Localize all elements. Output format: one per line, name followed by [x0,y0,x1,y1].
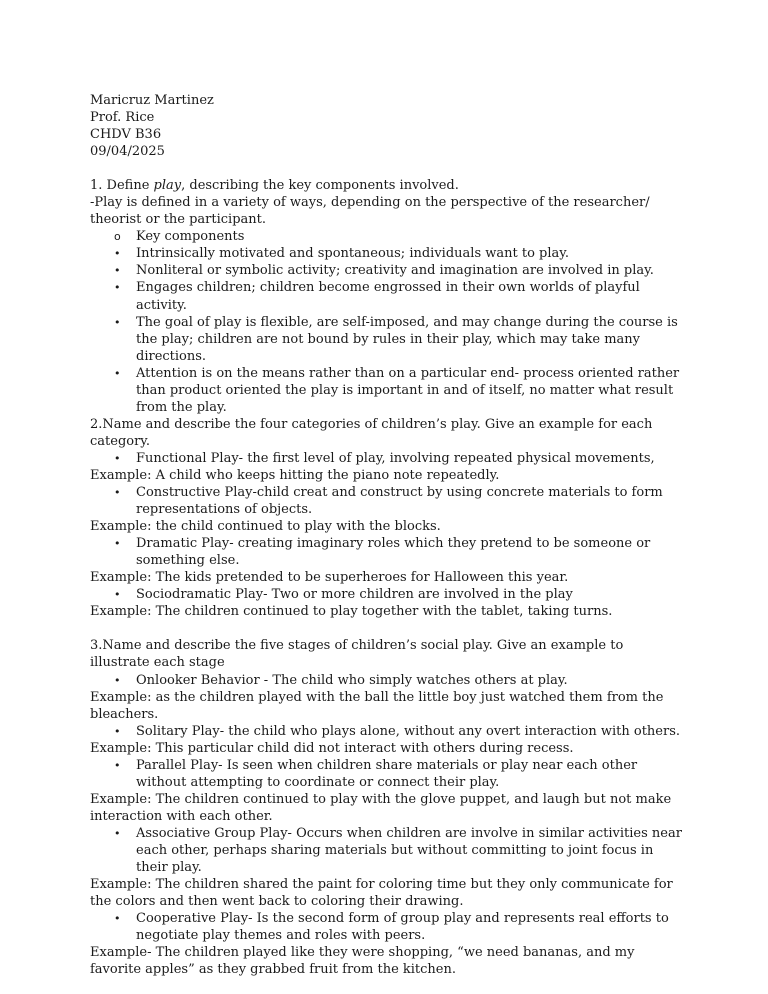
bullet-icon: • [114,673,121,687]
example-text: Example: The children shared the paint for coloring time but they only communicate for the colors and then went back to coloring their drawing. [90,877,677,910]
q1-prompt-italic: play [153,178,182,194]
bullet-icon: • [114,366,121,380]
professor-name: Prof. Rice [90,110,155,126]
q1-prompt: 1. Define play, describing the key components involved. [90,178,459,194]
q1-sub-heading: o Key components [114,229,245,245]
bullet-icon: • [114,724,121,738]
q3-bullet-item: • Onlooker Behavior - The child who simply watches others at play. [114,672,568,688]
q1-bullet-item: • Attention is on the means rather than on a particular end- process oriented rather than product oriented the play is important in and of itself, no matter what result from the play. [114,365,680,415]
document-date: 09/04/2025 [90,144,165,160]
q3-bullet-item: • Solitary Play- the child who plays alone, without any overt interaction with others. [114,723,681,739]
bullet-icon: • [114,912,121,926]
example-text: Example: the child continued to play with the blocks. [90,519,441,535]
example-text: Example: The children continued to play together with the tablet, taking turns. [90,604,613,620]
bullet-icon: • [114,281,121,295]
q3-bullet-item: • Associative Group Play- Occurs when children are involve in similar activities near each other, perhaps sharing materials but without committing to joint focus in their play. [114,825,682,876]
example-text: Example: as the children played with the ball the little boy just watched them from the bleachers. [90,689,668,722]
q2-bullet-item: • Sociodramatic Play- Two or more children are involved in the play [114,587,573,603]
q2-bullet-item: • Constructive Play-child creat and construct by using concrete materials to form representations of objects. [114,485,663,518]
example-text: Example: This particular child did not interact with others during recess. [90,740,574,756]
bullet-icon: • [114,758,121,772]
q2-item-list [90,450,685,620]
bullet-icon: • [114,826,121,840]
bullet-icon: • [114,247,121,261]
example-text: Example- The children played like they were shopping, “we need bananas, and my favorite apples” as they grabbed fruit from the kitchen. [90,945,639,978]
q1-bullet-item: • Nonliteral or symbolic activity; creativity and imagination are involved in play. [114,263,654,279]
bullet-icon: • [114,486,121,500]
bullet-icon: • [114,315,121,329]
bullet-icon: • [114,588,121,602]
author-name: Maricruz Martinez [90,93,214,108]
example-text: Example: A child who keeps hitting the piano note repeatedly. [90,467,500,483]
q2-bullet-item: • Functional Play- the first level of play, involving repeated physical movements, [114,450,655,466]
example-text: Example: The kids pretended to be superheroes for Halloween this year. [90,570,569,586]
q1-bullet-item: • The goal of play is flexible, are self-imposed, and may change during the course is the play; children are not bound by rules in their play, which may take many directions. [114,314,678,364]
document-page [90,92,685,978]
q3-bullet-item: • Cooperative Play- Is the second form of group play and represents real efforts to negotiate play themes and roles with peers. [114,911,669,944]
example-text: Example: The children continued to play with the glove puppet, and laugh but not make interaction with each other. [90,791,676,824]
bullet-icon: • [114,264,121,278]
q1-answer: -Play is defined in a variety of ways, depending on the perspective of the researcher/ theorist or the participant. [90,195,654,228]
bullet-icon: • [114,537,121,551]
course-code: CHDV B36 [90,127,162,143]
q3-bullet-item: • Parallel Play- Is seen when children share materials or play near each other without attempting to coordinate or connect their play. [114,757,638,790]
circle-bullet-icon: o [114,230,121,244]
q1-bullet-list [90,245,685,415]
q1-bullet-item: • Engages children; children become engrossed in their own worlds of playful activity. [114,280,640,313]
q2-bullet-item: • Dramatic Play- creating imaginary roles which they pretend to be someone or something else. [114,536,651,569]
q3-item-list [90,672,685,979]
q3-prompt: 3.Name and describe the five stages of children’s social play. Give an example to illustrate each stage [90,638,628,671]
q1-bullet-item: • Intrinsically motivated and spontaneous; individuals want to play. [114,246,570,262]
q2-prompt: 2.Name and describe the four categories of children’s play. Give an example for each category. [90,416,657,449]
bullet-icon: • [114,451,121,465]
